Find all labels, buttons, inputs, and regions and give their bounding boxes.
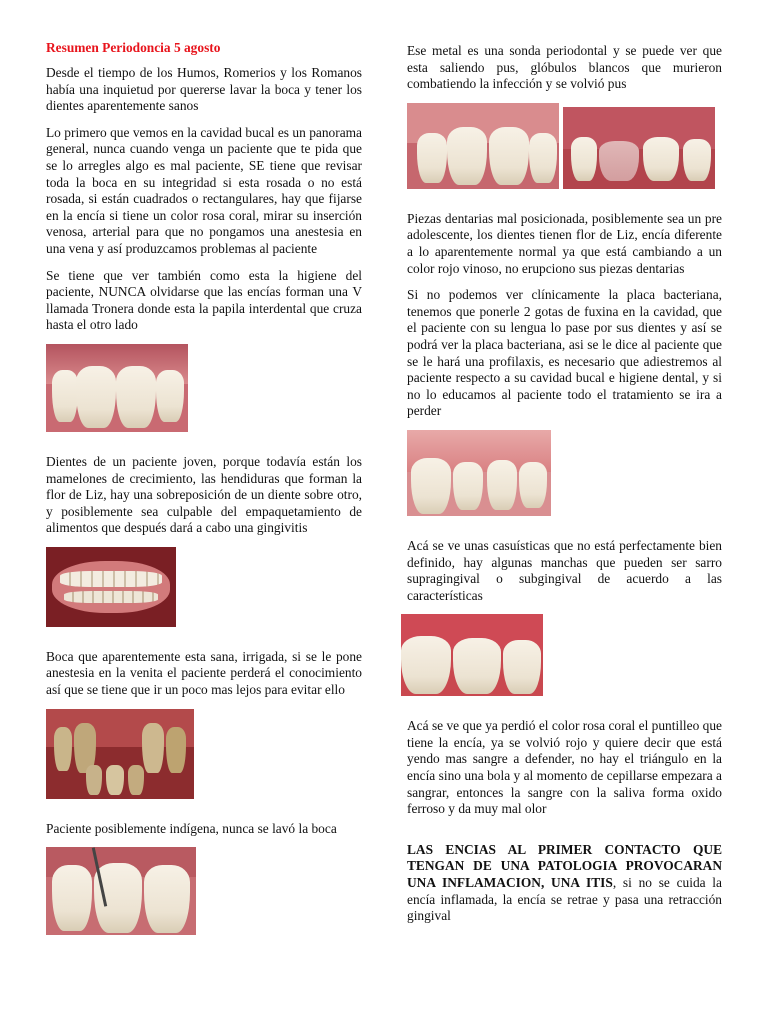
- paragraph-bacterial-plaque: Si no podemos ver clínicamente la placa bacteriana, tenemos que ponerle 2 gotas de fuxina en la cavidad, que el paciente con su lengua lo pase por sus dientes y así se podrá ver la placa bacteriana, asi se le dice al paciente que se le hará una profilaxis, es necesario que adiestremos al paciente respecto a su cavidad bucal e higiene dental, y si no lo educamos al paciente todo el tratamiento se ira a perder: [407, 287, 722, 419]
- photo-malpositioned-left: [407, 103, 559, 189]
- inflammation-emphasis: LAS ENCIAS AL PRIMER CONTACTO QUE TENGAN DE UNA PATOLOGIA PROVOCARAN UNA INFLAMACION, UNA ITIS: [407, 841, 722, 891]
- photo-tartar-spots: [407, 430, 551, 516]
- inflammation-rest: , si no se cuida la encía inflamada, la encía se retrae y pasa una retracción gingival: [407, 875, 722, 924]
- paragraph-general-panorama: Lo primero que vemos en la cavidad bucal es un panorama general, nunca cuando venga un paciente que te pida que se lo arregles algo es mal paciente, SE tiene que revisar toda la boca en su integridad si esta rosada o no está rosada, si están cuadrados o rectangulares, hay que fijarse en la encía si tiene un color rosa coral, mirar su inserción venosa, arterial para que no pongamos una anestesia en una vena y así produzcamos problemas al paciente: [46, 124, 362, 256]
- paragraph-tartar: Acá se ve unas casuísticas que no está perfectamente bien definido, hay algunas manchas que pueden ser sarro supragingival o subgingival de acuerdo a las características: [407, 537, 722, 603]
- paragraph-coral-color-lost: Acá se ve que ya perdió el color rosa coral el puntilleo que tiene la encía, ya se volvió rojo y quiere decir que está yendo mas sangre a defender, no hay el triángulo en la encía sino una bola y al momento de cepillarse empezara a sangrar, entonces la sangre con la saliva forma oxido ferroso y da muy mal olor: [407, 718, 722, 817]
- paragraph-malpositioned-teeth: Piezas dentarias mal posicionada, posiblemente sea un pre adolescente, los dientes tienen flor de Liz, encía diferente a lo aparentemente normal ya que está cambiando a un color rojo vinoso, no erupciono sus piezas dentarias: [407, 210, 722, 276]
- paragraph-hygiene: Se tiene que ver también como esta la higiene del paciente, NUNCA olvidarse que las encías forman una V llamada Tronera donde esta la papila interdental que cruza hasta el otro lado: [46, 267, 362, 333]
- photo-decayed-teeth: [46, 709, 194, 799]
- photo-row-malpositioned: [407, 103, 722, 189]
- photo-periodontal-probe: [46, 847, 196, 935]
- paragraph-healthy-mouth: Boca que aparentemente esta sana, irrigada, si se le pone anestesia en la venita el paciente perderá el conocimiento así que se tiene que ir un poco mas lejos para evitar ello: [46, 648, 362, 698]
- photo-young-teeth: [46, 344, 188, 432]
- paragraph-young-patient: Dientes de un paciente joven, porque todavía están los mamelones de crecimiento, las hendiduras que forman la flor de Liz, hay una sobreposición de un diente sobre otro, y posiblemente sea culpable del empaquetamiento de alimentos que después dará a cabo una gingivitis: [46, 453, 362, 536]
- paragraph-probe-pus: Ese metal es una sonda periodontal y se puede ver que esta saliendo pus, glóbulos blancos que murieron combatiendo la infección y se volvió pus: [407, 43, 722, 92]
- document-title: Resumen Periodoncia 5 agosto: [46, 40, 221, 55]
- paragraph-indigenous-patient: Paciente posiblemente indígena, nunca se lavó la boca: [46, 820, 337, 836]
- right-column: [407, 43, 722, 935]
- photo-malpositioned-right: [563, 107, 715, 189]
- paragraph-history: Desde el tiempo de los Humos, Romerios y los Romanos había una inquietud por quererse lavar la boca y tener los dientes aparentemente sanos: [46, 65, 362, 114]
- photo-full-smile: [46, 547, 176, 627]
- photo-inflamed-gum: [401, 614, 543, 696]
- paragraph-inflammation: [407, 842, 722, 925]
- left-column: [46, 40, 362, 957]
